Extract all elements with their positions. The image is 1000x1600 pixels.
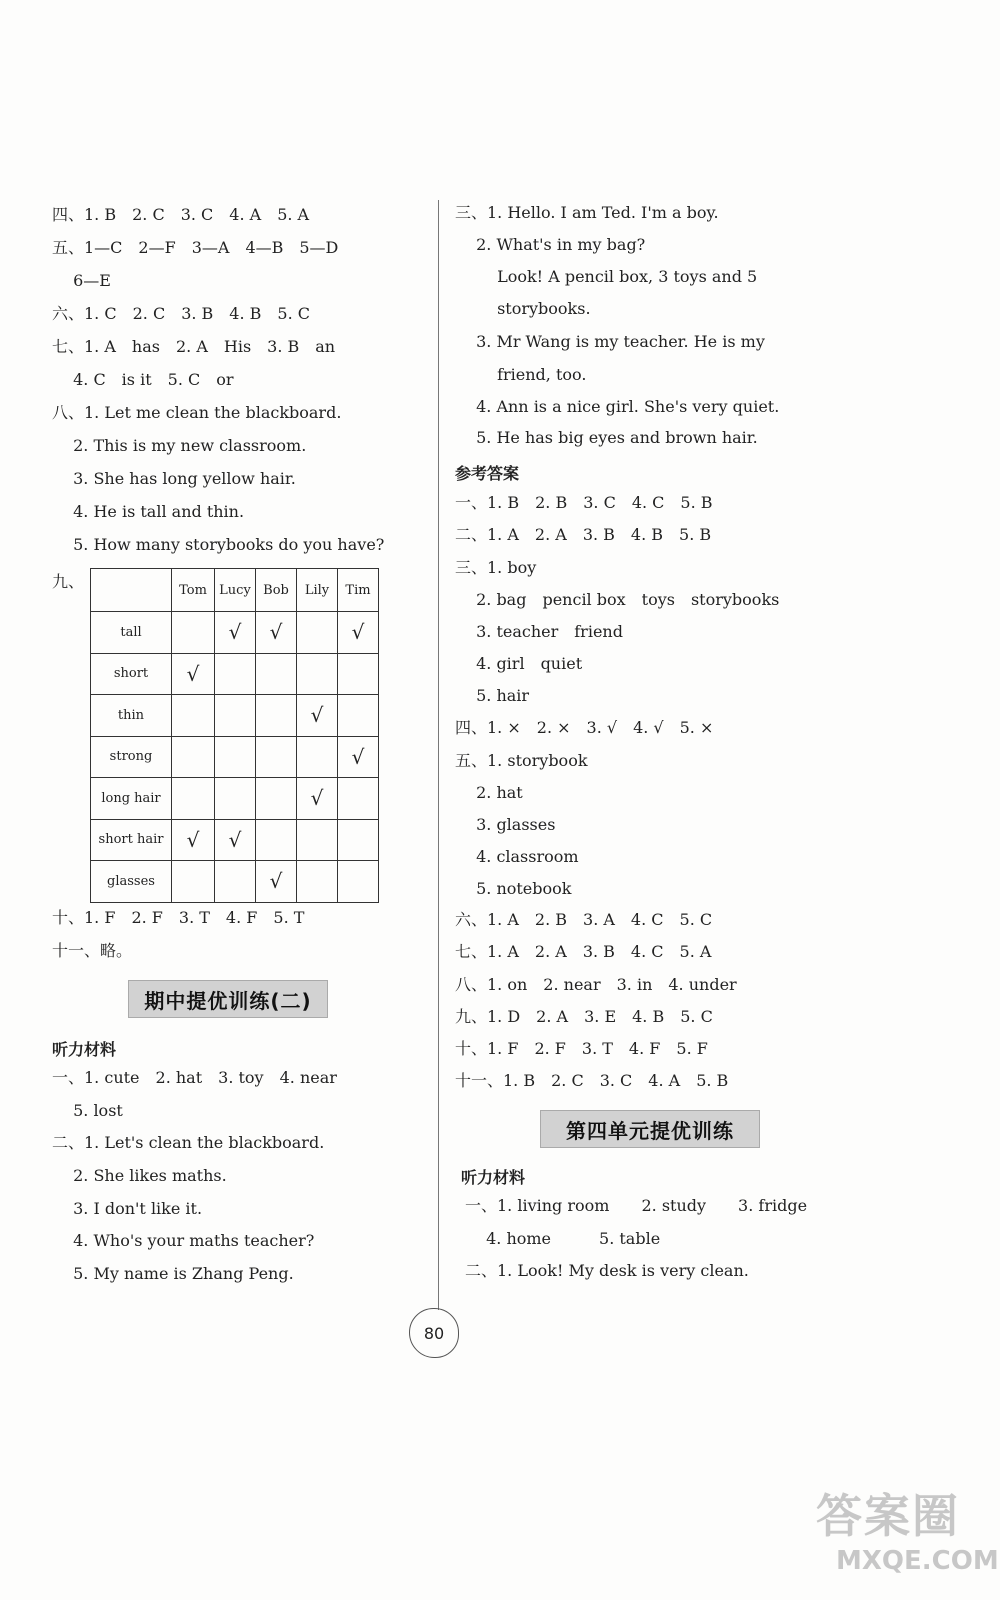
table-cell bbox=[297, 736, 338, 778]
script-line: 4. Ann is a nice girl. She's very quiet. bbox=[455, 397, 780, 416]
answer-line: 九、1. D 2. A 3. E 4. B 5. C bbox=[455, 1007, 713, 1026]
table-cell bbox=[215, 695, 256, 737]
table-cell bbox=[256, 819, 297, 861]
listening-line: 二、1. Let's clean the blackboard. bbox=[52, 1133, 325, 1152]
table-row bbox=[91, 819, 379, 861]
script-line: 三、1. Hello. I am Ted. I'm a boy. bbox=[455, 203, 719, 222]
table-cell bbox=[256, 695, 297, 737]
table-cell bbox=[172, 861, 215, 903]
table-row-label: short hair bbox=[91, 819, 172, 861]
answer-line: 4. classroom bbox=[455, 847, 579, 866]
listening-line: 4. home 5. table bbox=[465, 1229, 661, 1248]
table-cell bbox=[297, 653, 338, 695]
watermark-logo bbox=[806, 1480, 999, 1590]
table-cell bbox=[256, 653, 297, 695]
table-cell bbox=[215, 736, 256, 778]
answer-line: 三、1. boy bbox=[455, 558, 537, 577]
listening-line: 5. lost bbox=[52, 1101, 123, 1120]
script-line: friend, too. bbox=[476, 365, 587, 384]
table-row-label: short bbox=[91, 653, 172, 695]
table-row bbox=[91, 736, 379, 778]
table-header-cell: Lucy bbox=[215, 569, 256, 612]
answer-line: 六、1. C 2. C 3. B 4. B 5. C bbox=[52, 304, 311, 323]
page-number bbox=[409, 1308, 459, 1358]
listening-line: 4. Who's your maths teacher? bbox=[52, 1231, 315, 1250]
table-cell bbox=[215, 778, 256, 820]
table-cell bbox=[338, 861, 379, 903]
script-line: storybooks. bbox=[476, 299, 591, 318]
table-row bbox=[91, 861, 379, 903]
table-row-label: strong bbox=[91, 736, 172, 778]
table-cell: √ bbox=[256, 861, 297, 903]
listening-line: 二、1. Look! My desk is very clean. bbox=[465, 1261, 749, 1280]
page-number-text: 80 bbox=[423, 1323, 445, 1343]
table-cell bbox=[338, 819, 379, 861]
table-label: 九、 bbox=[52, 572, 85, 591]
listening-line: 一、1. living room 2. study 3. fridge bbox=[465, 1196, 808, 1215]
table-row bbox=[91, 778, 379, 820]
table-row-label: thin bbox=[91, 695, 172, 737]
answer-line: 十一、略。 bbox=[52, 941, 133, 960]
listening-heading: 听力材料 bbox=[52, 1040, 117, 1059]
table-cell bbox=[297, 819, 338, 861]
script-line: 2. What's in my bag? bbox=[455, 235, 646, 254]
table-header-cell: Tom bbox=[172, 569, 215, 612]
watermark-cn: 答案圈 bbox=[816, 1489, 960, 1543]
answer-line: 2. bag pencil box toys storybooks bbox=[455, 590, 780, 609]
answer-line: 七、1. A has 2. A His 3. B an bbox=[52, 337, 336, 356]
table-cell: √ bbox=[256, 612, 297, 654]
table-cell bbox=[338, 778, 379, 820]
listening-line: 3. I don't like it. bbox=[52, 1199, 203, 1218]
table-header-cell: Lily bbox=[297, 569, 338, 612]
table-cell bbox=[172, 778, 215, 820]
answer-line: 二、1. A 2. A 3. B 4. B 5. B bbox=[455, 525, 712, 544]
answer-line: 十一、1. B 2. C 3. C 4. A 5. B bbox=[455, 1071, 729, 1090]
script-line: Look! A pencil box, 3 toys and 5 bbox=[476, 267, 758, 286]
table-cell bbox=[172, 736, 215, 778]
answer-line: 4. C is it 5. C or bbox=[52, 370, 234, 389]
table-cell: √ bbox=[172, 653, 215, 695]
listening-line: 2. She likes maths. bbox=[52, 1166, 227, 1185]
table-cell: √ bbox=[297, 778, 338, 820]
script-line: 5. He has big eyes and brown hair. bbox=[455, 428, 758, 447]
answer-line: 八、1. on 2. near 3. in 4. under bbox=[455, 975, 737, 994]
table-cell: √ bbox=[215, 819, 256, 861]
answer-line: 3. teacher friend bbox=[455, 622, 623, 641]
table-cell: √ bbox=[215, 612, 256, 654]
answer-line: 5. notebook bbox=[455, 879, 572, 898]
answer-line: 3. She has long yellow hair. bbox=[52, 469, 296, 488]
answer-line: 五、1. storybook bbox=[455, 751, 588, 770]
listening-heading: 听力材料 bbox=[461, 1168, 526, 1187]
answers-heading: 参考答案 bbox=[455, 464, 520, 483]
section-banner: 期中提优训练(二) bbox=[128, 980, 328, 1018]
table-row-label: glasses bbox=[91, 861, 172, 903]
answer-line: 十、1. F 2. F 3. T 4. F 5. F bbox=[455, 1039, 708, 1058]
answer-line: 3. glasses bbox=[455, 815, 556, 834]
section-banner: 第四单元提优训练 bbox=[540, 1110, 760, 1148]
table-cell: √ bbox=[172, 819, 215, 861]
script-line: 3. Mr Wang is my teacher. He is my bbox=[455, 332, 765, 351]
table-cell bbox=[256, 736, 297, 778]
table-cell bbox=[215, 653, 256, 695]
table-cell bbox=[256, 778, 297, 820]
table-cell bbox=[172, 612, 215, 654]
listening-line: 5. My name is Zhang Peng. bbox=[52, 1264, 294, 1283]
answer-line: 八、1. Let me clean the blackboard. bbox=[52, 403, 342, 422]
answer-line: 五、1—C 2—F 3—A 4—B 5—D bbox=[52, 238, 339, 257]
table-row bbox=[91, 653, 379, 695]
answer-line: 一、1. B 2. B 3. C 4. C 5. B bbox=[455, 493, 713, 512]
answer-line: 十、1. F 2. F 3. T 4. F 5. T bbox=[52, 908, 305, 927]
answer-line: 四、1. B 2. C 3. C 4. A 5. A bbox=[52, 205, 310, 224]
column-divider bbox=[438, 200, 439, 1310]
table-row bbox=[91, 612, 379, 654]
table-header-cell: Tim bbox=[338, 569, 379, 612]
table-cell: √ bbox=[338, 736, 379, 778]
answer-line: 5. hair bbox=[455, 686, 530, 705]
answer-line: 2. hat bbox=[455, 783, 523, 802]
table-row bbox=[91, 695, 379, 737]
table-row-label: tall bbox=[91, 612, 172, 654]
answer-line: 七、1. A 2. A 3. B 4. C 5. A bbox=[455, 942, 712, 961]
table-cell: √ bbox=[338, 612, 379, 654]
answer-line: 4. He is tall and thin. bbox=[52, 502, 245, 521]
answer-line: 6—E bbox=[52, 271, 111, 290]
table-cell bbox=[172, 695, 215, 737]
table-header-cell: Bob bbox=[256, 569, 297, 612]
watermark-en: MXQE.COM bbox=[836, 1546, 999, 1576]
attribute-table bbox=[90, 568, 379, 903]
table-cell: √ bbox=[297, 695, 338, 737]
table-cell bbox=[215, 861, 256, 903]
listening-line: 一、1. cute 2. hat 3. toy 4. near bbox=[52, 1068, 337, 1087]
table-cell bbox=[338, 653, 379, 695]
answer-line: 2. This is my new classroom. bbox=[52, 436, 307, 455]
table-cell bbox=[338, 695, 379, 737]
answer-line: 5. How many storybooks do you have? bbox=[52, 535, 385, 554]
answer-line: 四、1. × 2. × 3. √ 4. √ 5. × bbox=[455, 718, 714, 737]
table-cell bbox=[297, 861, 338, 903]
answer-line: 4. girl quiet bbox=[455, 654, 583, 673]
table-header-row bbox=[91, 569, 379, 612]
table-row-label: long hair bbox=[91, 778, 172, 820]
answer-line: 六、1. A 2. B 3. A 4. C 5. C bbox=[455, 910, 713, 929]
table-cell bbox=[297, 612, 338, 654]
table-header-cell bbox=[91, 569, 172, 612]
